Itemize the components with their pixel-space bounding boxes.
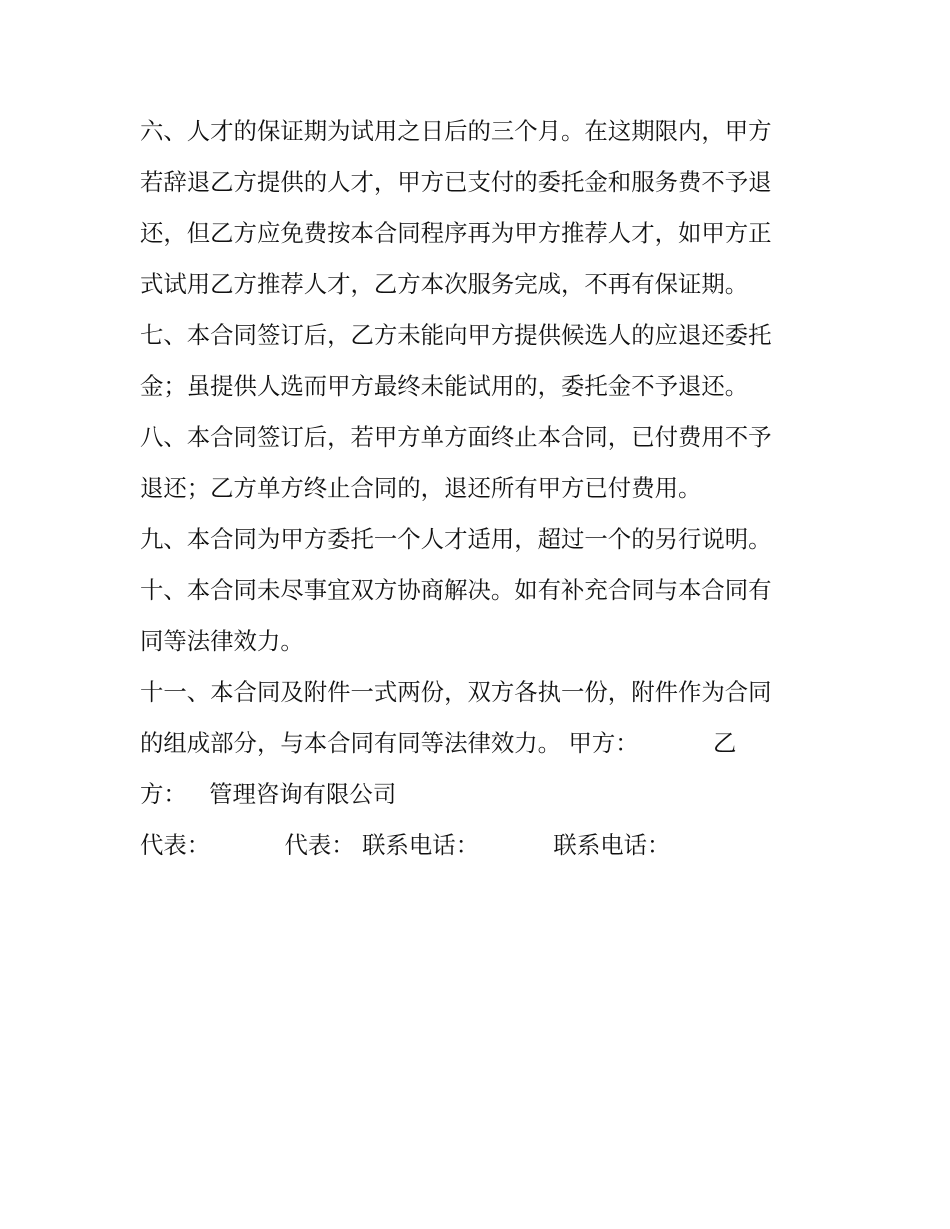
clause-7-line-2: 金；虽提供人选而甲方最终未能试用的，委托金不予退还。: [140, 372, 749, 400]
clause-10-line-2: 同等法律效力。: [140, 627, 304, 655]
signature-contact-line: 代表： 代表： 联系电话： 联系电话：: [140, 831, 671, 859]
clause-10-line-1: 十、本合同未尽事宜双方协商解决。如有补充合同与本合同有: [140, 576, 772, 604]
contract-text: [140, 106, 812, 871]
clause-11-line-1: 十一、本合同及附件一式两份，双方各执一份，附件作为合同: [140, 678, 772, 706]
clause-6-line-3: 还，但乙方应免费按本合同程序再为甲方推荐人才，如甲方正: [140, 219, 772, 247]
clause-11-line-2: 的组成部分，与本合同有同等法律效力。 甲方： 乙: [140, 729, 737, 757]
clause-7-line-1: 七、本合同签订后，乙方未能向甲方提供候选人的应退还委托: [140, 321, 772, 349]
clause-6-line-1: 六、人才的保证期为试用之日后的三个月。在这期限内，甲方: [140, 117, 772, 145]
clause-6-line-2: 若辞退乙方提供的人才，甲方已支付的委托金和服务费不予退: [140, 168, 772, 196]
clause-6-line-4: 式试用乙方推荐人才，乙方本次服务完成，不再有保证期。: [140, 270, 749, 298]
clause-8-line-1: 八、本合同签订后，若甲方单方面终止本合同，已付费用不予: [140, 423, 772, 451]
clause-8-line-2: 退还；乙方单方终止合同的，退还所有甲方已付费用。: [140, 474, 702, 502]
party-b-company-line: 方： 管理咨询有限公司: [140, 780, 397, 808]
clause-9-line-1: 九、本合同为甲方委托一个人才适用，超过一个的另行说明。: [140, 525, 772, 553]
